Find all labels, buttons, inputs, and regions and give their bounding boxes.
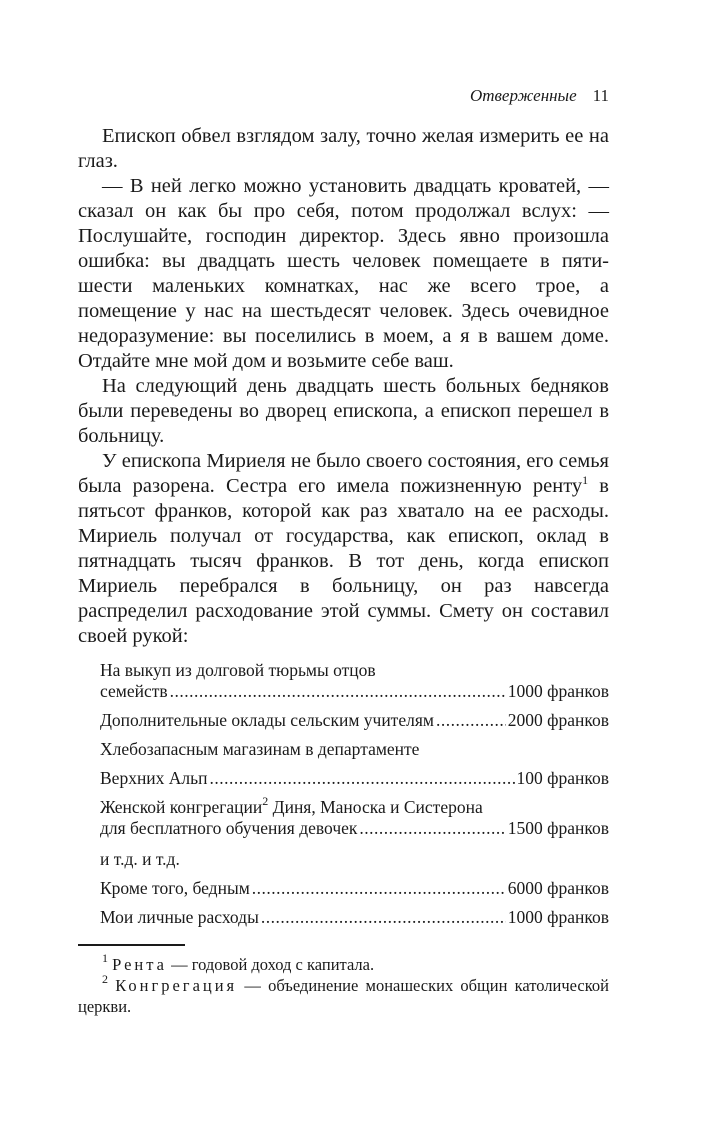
paragraph	[78, 449, 609, 649]
paragraph: — В ней легко можно установить двадцать кроватей, — сказал он как бы про себя, потом продолжал вслух: — Послушайте, господин директор. Здесь явно произошла ошибка: вы двадцать шесть человек помещаете в пяти-шести маленьких комнатках, нас же всего трое, а помещение у нас на шестьдесят человек. Здесь очевидное недоразумение: вы поселились в моем, а я в вашем доме. Отдайте мне мой дом и возьмите себе ваш.	[78, 175, 609, 372]
main-text	[78, 124, 609, 649]
dot-leader	[436, 710, 506, 731]
budget-item	[100, 878, 609, 899]
footnote-term: Конгрегация	[115, 976, 238, 995]
paragraph: На следующий день двадцать шесть больных бедняков были переведены во дворец епископа, а епископ перешел в больницу.	[78, 375, 609, 447]
footnote-number: 2	[102, 972, 108, 986]
budget-amount: 100 франков	[516, 768, 609, 788]
footnote	[78, 951, 609, 975]
footnote	[78, 972, 609, 1017]
budget-amount: 2000 франков	[507, 710, 609, 730]
budget-line	[100, 849, 609, 870]
budget-item	[100, 710, 609, 731]
budget-item	[100, 907, 609, 928]
paragraph: Епископ обвел взглядом залу, точно желая измерить ее на глаз.	[78, 125, 609, 172]
footnote-text: — объединение монашеских общин католической церкви.	[78, 976, 609, 1016]
budget-line	[100, 710, 609, 731]
footnote-text: — годовой доход с капитала.	[166, 955, 375, 974]
budget-line	[100, 907, 609, 928]
dot-leader	[210, 768, 515, 789]
footnote-ref: 2	[262, 794, 269, 808]
budget-line	[100, 768, 609, 789]
running-header	[470, 86, 609, 106]
budget-label: Женской конгрегации	[100, 797, 263, 817]
budget-amount: 1000 франков	[507, 681, 609, 701]
dot-leader	[170, 681, 506, 702]
budget-amount: 6000 франков	[507, 878, 609, 898]
budget-line	[100, 739, 609, 760]
budget-line	[100, 818, 609, 839]
budget-label: Кроме того, бедным	[100, 878, 250, 898]
footnotes	[78, 951, 609, 1017]
budget-label: Дополнительные оклады сельским учителям	[100, 710, 434, 730]
dot-leader	[252, 878, 506, 899]
budget-label: Хлебозапасным магазинам в департаменте	[100, 739, 420, 759]
budget-line	[100, 660, 609, 681]
budget-item	[100, 739, 609, 789]
budget-label: Верхних Альп	[100, 768, 208, 788]
budget-item	[100, 849, 609, 870]
dot-leader	[359, 818, 505, 839]
budget-label: Мои личные расходы	[100, 907, 259, 927]
budget-label: для бесплатного обучения девочек	[100, 818, 358, 838]
budget-line	[100, 878, 609, 899]
paragraph-text: в пятьсот франков, которой как раз хватало на ее расходы. Мириель получал от государства, как епископ, оклад в пятнадцать тысяч франков. В тот день, когда епископ Мириель перебрался в больницу, он раз навсегда распределил расходование этой суммы. Смету он составил своей рукой:	[78, 475, 609, 647]
budget-label: и т.д. и т.д.	[100, 849, 180, 869]
budget-label: семейств	[100, 681, 168, 701]
footnote-term: Рента	[112, 955, 167, 974]
footnote-ref: 1	[582, 473, 589, 487]
budget-line	[100, 681, 609, 702]
budget-label: Диня, Маноска и Систерона	[268, 797, 483, 817]
page-number: 11	[592, 86, 609, 105]
budget-line	[100, 794, 609, 818]
budget-item	[100, 794, 609, 839]
budget-amount: 1500 франков	[507, 818, 609, 838]
paragraph-text: У епископа Мириеля не было своего состояния, его семья была разорена. Сестра его имела пожизненную ренту	[78, 450, 609, 497]
dot-leader	[261, 907, 506, 928]
budget-label: На выкуп из долговой тюрьмы отцов	[100, 660, 376, 680]
footnote-number: 1	[102, 951, 108, 965]
footnote-divider	[78, 944, 185, 946]
running-title: Отверженные	[470, 86, 577, 105]
budget-item	[100, 660, 609, 702]
budget-amount: 1000 франков	[507, 907, 609, 927]
